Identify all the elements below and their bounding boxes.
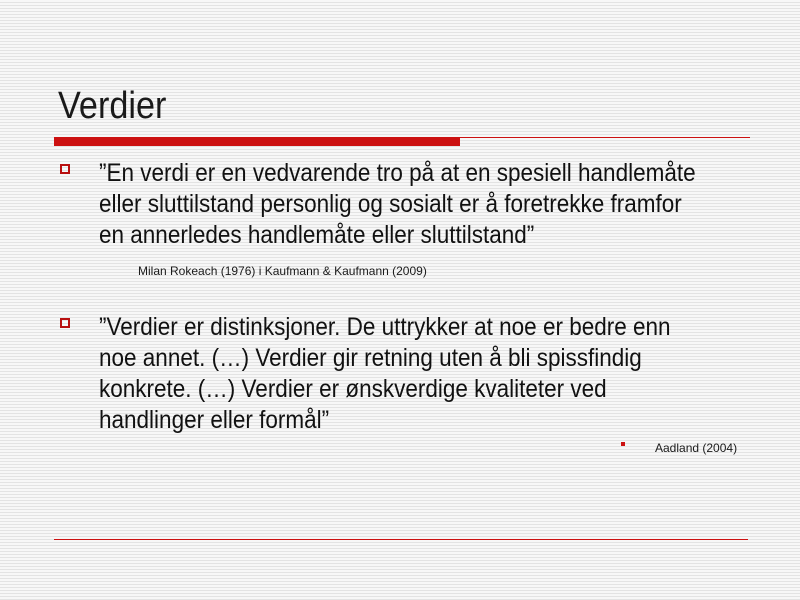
small-square-bullet-icon bbox=[621, 442, 625, 446]
footer-rule bbox=[54, 539, 748, 540]
quote-line: konkrete. (…) Verdier er ønskverdige kvaliteter ved bbox=[99, 375, 607, 403]
citation-aadland: Aadland (2004) bbox=[655, 441, 738, 455]
hollow-square-bullet-icon bbox=[60, 318, 70, 328]
quote-line: eller sluttilstand personlig og sosialt er å foretrekke framfor bbox=[99, 190, 682, 218]
quote-line: handlinger eller formål” bbox=[99, 406, 330, 434]
quote-line: noe annet. (…) Verdier gir retning uten å bli spissfindig bbox=[99, 344, 642, 372]
title-underline-thick bbox=[54, 138, 460, 146]
quote-line: ”En verdi er en vedvarende tro på at en spesiell handlemåte bbox=[99, 159, 696, 187]
quote-rokeach bbox=[99, 158, 711, 251]
hollow-square-bullet-icon bbox=[60, 164, 70, 174]
quote-line: en annerledes handlemåte eller sluttilstand” bbox=[99, 221, 535, 249]
slide-title: Verdier bbox=[58, 85, 167, 127]
citation-rokeach: Milan Rokeach (1976) i Kaufmann & Kaufmann (2009) bbox=[138, 264, 427, 278]
quote-line: ”Verdier er distinksjoner. De uttrykker at noe er bedre enn bbox=[99, 313, 671, 341]
quote-aadland bbox=[99, 312, 711, 436]
